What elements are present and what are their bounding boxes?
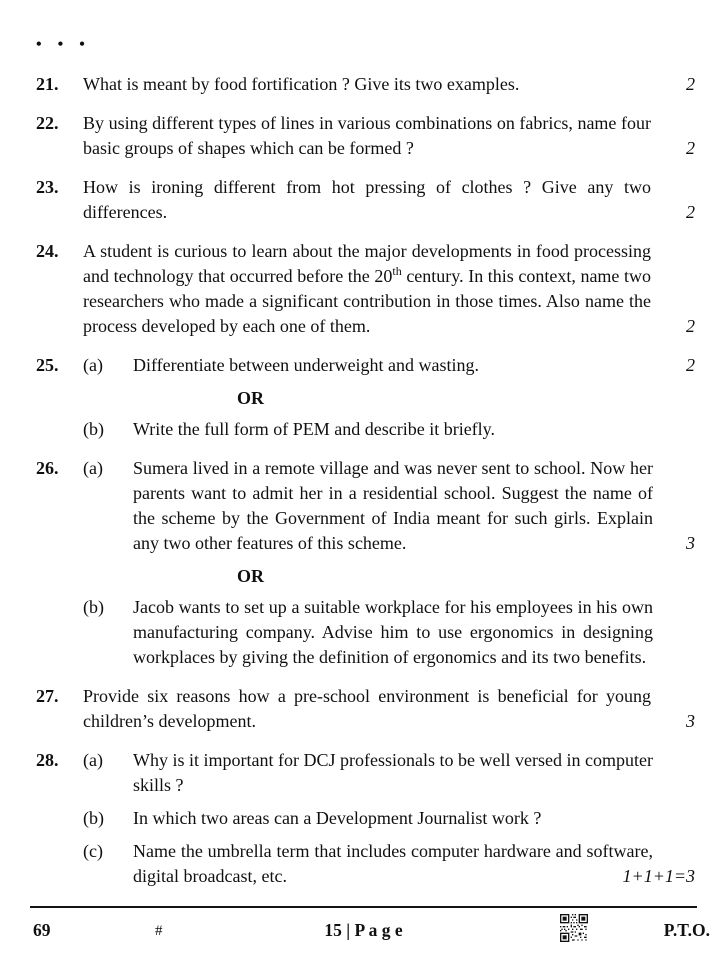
pto-label: P.T.O. [663,920,710,940]
question-number: 28. [36,750,59,770]
question-part-b [83,417,695,442]
question-21 [36,72,695,97]
question-marks: 2 [686,355,695,375]
question-23 [36,175,695,225]
question-28 [36,748,695,889]
part-text: Why is it important for DCJ professionals to be well versed in computer skills ? [133,750,653,795]
question-marks: 2 [686,138,695,158]
part-text: Sumera lived in a remote village and was never sent to school. Now her parents want to admit her in a residential school. Suggest the name of the scheme by the Government of India meant for such girls. Explain any two other features of this scheme. [133,458,653,553]
question-text-pre: A student is curious to learn about the major developments in food processing and technology that occurred before the 20 [83,241,651,286]
qr-code-icon [560,914,588,942]
part-text: Write the full form of PEM and describe it briefly. [133,419,496,439]
question-number: 27. [36,686,59,706]
part-text: In which two areas can a Development Journalist work ? [133,808,542,828]
hash-mark: # [155,923,163,939]
part-text: Name the umbrella term that includes computer hardware and software, digital broadcast, etc. [133,841,653,886]
question-number: 25. [36,355,59,375]
question-26 [36,456,695,670]
part-label: (c) [83,841,103,861]
question-24 [36,239,695,339]
or-separator: OR [237,566,264,586]
part-label: (a) [83,750,103,770]
question-marks: 2 [686,202,695,222]
or-separator: OR [237,388,264,408]
question-text: How is ironing different from hot pressing of clothes ? Give any two differences. [83,177,651,222]
ordinal-superscript: th [392,264,402,278]
question-27 [36,684,695,734]
question-marks: 2 [686,74,695,94]
part-label: (a) [83,355,103,375]
question-text: Provide six reasons how a pre-school environment is beneficial for young children’s development. [83,686,651,731]
part-label: (b) [83,419,104,439]
question-part-a [83,353,695,378]
question-text: What is meant by food fortification ? Give its two examples. [83,74,520,94]
question-number: 26. [36,458,59,478]
question-marks: 3 [686,711,695,731]
question-number: 21. [36,74,59,94]
question-text: By using different types of lines in various combinations on fabrics, name four basic groups of shapes which can be formed ? [83,113,651,158]
part-label: (b) [83,597,104,617]
question-part-b [83,806,695,831]
question-part-c [83,839,695,889]
part-text: Differentiate between underweight and wasting. [133,355,480,375]
question-number: 22. [36,113,59,133]
continuation-dots-icon: • • • [36,36,91,53]
question-marks: 2 [686,316,695,336]
question-number: 23. [36,177,59,197]
question-part-a [83,748,695,798]
paper-code: 69 [33,920,51,940]
question-part-b [83,595,695,670]
question-marks: 3 [686,533,695,553]
part-label: (a) [83,458,103,478]
question-25 [36,353,695,442]
part-text: Jacob wants to set up a suitable workplace for his employees in his own manufacturing company. Advise him to use ergonomics in designing workplaces by giving the definition of ergonomics and its two benefits. [133,597,653,667]
footer-divider [30,906,697,908]
question-number: 24. [36,241,59,261]
question-part-a [83,456,695,556]
question-22 [36,111,695,161]
question-text [83,239,651,339]
part-label: (b) [83,808,104,828]
page-number: 15 | P a g e [324,920,403,940]
page-footer [0,915,727,949]
question-marks: 1+1+1=3 [622,866,695,886]
question-text-post: century. In this context, name two researchers who made a significant contribution in those times. Also name the process developed by each one of them. [83,266,652,336]
questions-area [36,36,695,903]
